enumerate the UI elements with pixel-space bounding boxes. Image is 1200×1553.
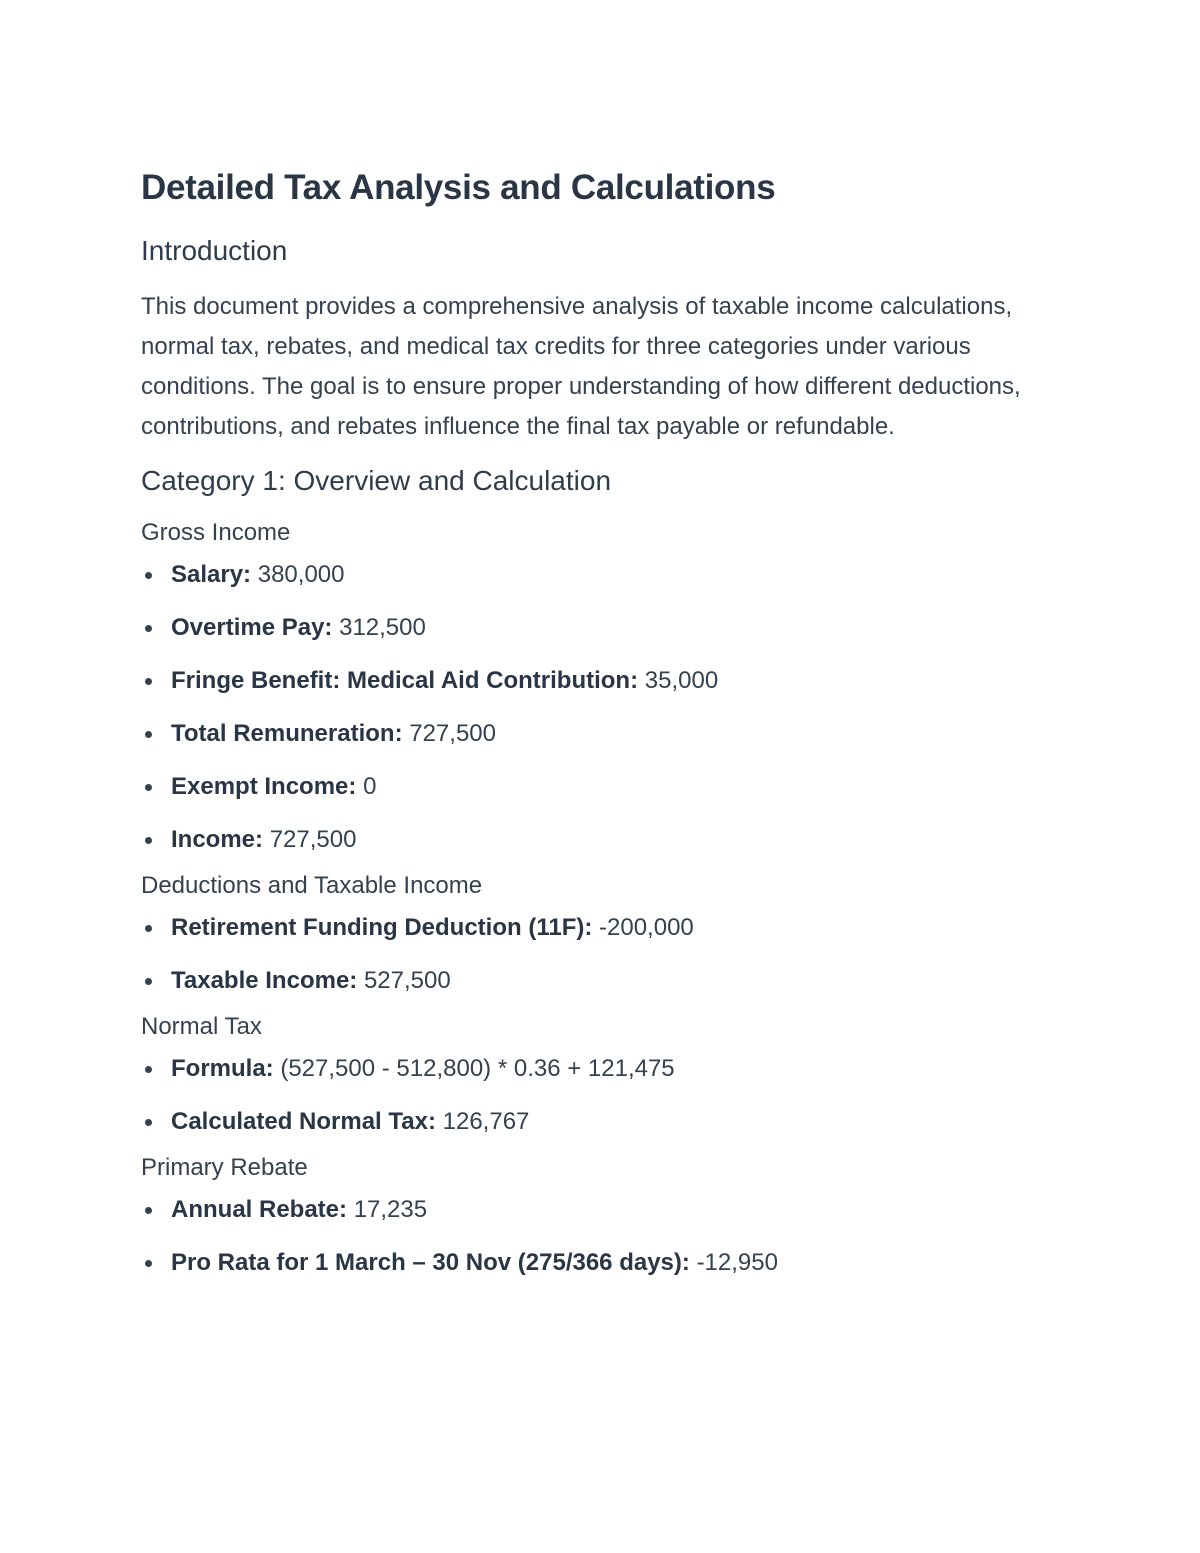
- bullet-icon: [145, 978, 152, 985]
- bullet-icon: [145, 625, 152, 632]
- item-value: 727,500: [269, 826, 357, 853]
- gross-income-heading: Gross Income: [141, 519, 291, 546]
- bullet-icon: [145, 837, 152, 844]
- item-value: (527,500 - 512,800) * 0.36 + 121,475: [280, 1055, 675, 1082]
- primary-rebate-heading: Primary Rebate: [141, 1154, 308, 1181]
- item-label: Overtime Pay:: [171, 614, 333, 641]
- list-item: [141, 718, 1041, 750]
- bullet-icon: [145, 1260, 152, 1267]
- list-item: [141, 665, 1041, 697]
- deductions-list: [141, 912, 1041, 997]
- item-label: Annual Rebate:: [171, 1196, 348, 1223]
- list-item: [141, 1053, 1041, 1085]
- item-value: 17,235: [353, 1196, 428, 1223]
- deductions-heading: Deductions and Taxable Income: [141, 872, 483, 899]
- item-value: 35,000: [644, 667, 719, 694]
- bullet-icon: [145, 678, 152, 685]
- document-page: [141, 163, 1041, 1293]
- item-label: Taxable Income:: [171, 967, 358, 994]
- primary-rebate-list: [141, 1194, 1041, 1279]
- bullet-icon: [145, 925, 152, 932]
- normal-tax-heading: Normal Tax: [141, 1013, 262, 1040]
- normal-tax-list: [141, 1053, 1041, 1138]
- introduction-paragraph: This document provides a comprehensive analysis of taxable income calculations, normal tax, rebates, and medical tax credits for three categories under various conditions. The goal is to ensure proper understanding of how different deductions, contributions, and rebates influence the final tax payable or refundable.: [141, 293, 1021, 440]
- item-value: -200,000: [599, 914, 694, 941]
- item-label: Total Remuneration:: [171, 720, 403, 747]
- item-label: Salary:: [171, 561, 252, 588]
- item-label: Fringe Benefit: Medical Aid Contribution:: [171, 667, 639, 694]
- bullet-icon: [145, 784, 152, 791]
- item-value: -12,950: [696, 1249, 778, 1276]
- gross-income-list: [141, 559, 1041, 856]
- bullet-icon: [145, 1066, 152, 1073]
- item-value: 380,000: [257, 561, 345, 588]
- bullet-icon: [145, 1119, 152, 1126]
- item-label: Pro Rata for 1 March – 30 Nov (275/366 days):: [171, 1249, 690, 1276]
- document-title: Detailed Tax Analysis and Calculations: [141, 168, 776, 207]
- bullet-icon: [145, 731, 152, 738]
- bullet-icon: [145, 572, 152, 579]
- bullet-icon: [145, 1207, 152, 1214]
- list-item: [141, 1194, 1041, 1226]
- item-value: 0: [363, 773, 377, 800]
- item-label: Formula:: [171, 1055, 274, 1082]
- list-item: [141, 965, 1041, 997]
- item-label: Income:: [171, 826, 264, 853]
- item-label: Calculated Normal Tax:: [171, 1108, 436, 1135]
- list-item: [141, 912, 1041, 944]
- list-item: [141, 771, 1041, 803]
- list-item: [141, 1106, 1041, 1138]
- item-label: Retirement Funding Deduction (11F):: [171, 914, 593, 941]
- list-item: [141, 559, 1041, 591]
- item-value: 527,500: [363, 967, 451, 994]
- introduction-heading: Introduction: [141, 235, 288, 266]
- item-value: 126,767: [442, 1108, 530, 1135]
- list-item: [141, 824, 1041, 856]
- item-label: Exempt Income:: [171, 773, 357, 800]
- item-value: 312,500: [339, 614, 426, 641]
- list-item: [141, 612, 1041, 644]
- item-value: 727,500: [409, 720, 496, 747]
- category-1-heading: Category 1: Overview and Calculation: [141, 465, 612, 496]
- list-item: [141, 1247, 1041, 1279]
